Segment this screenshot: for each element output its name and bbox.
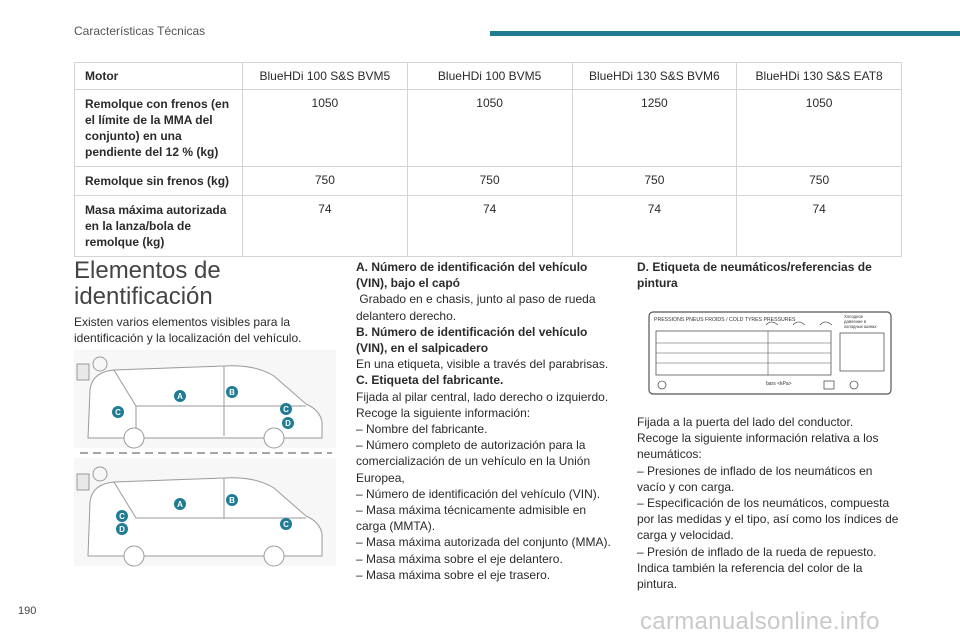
table-cell: 1050 <box>407 90 572 167</box>
table-row <box>75 90 902 167</box>
marker-c-bottom-right <box>280 518 292 530</box>
table-cell: 74 <box>243 196 408 257</box>
table-header-cell: BlueHDi 130 S&S BVM6 <box>572 63 737 90</box>
item-c-title: C. Etiqueta del fabricante. <box>356 373 504 388</box>
table-cell: 1050 <box>737 90 902 167</box>
list-item: – Masa máxima técnicamente admisible en carga (MMTA). <box>356 503 587 534</box>
item-a-text: Grabado en e chasis, junto al paso de rueda delantero derecho. <box>356 292 599 323</box>
marker-c-top-right <box>280 403 292 415</box>
marker-d-bottom <box>116 523 128 535</box>
list-item: – Masa máxima sobre el eje trasero. <box>356 567 551 582</box>
vehicle-identification-illustration <box>74 350 336 570</box>
table-cell: 1250 <box>572 90 737 167</box>
marker-b-top <box>226 386 238 398</box>
tyre-label-heading: PRESSIONS PNEUS FROIDS / COLD TYRES PRESSURES <box>654 317 796 323</box>
list-item: – Presiones de inflado de los neumáticos en vacío y con carga. <box>637 463 873 494</box>
svg-text:C: C <box>119 512 125 521</box>
svg-text:D: D <box>285 419 291 428</box>
list-item: – Masa máxima sobre el eje delantero. <box>356 551 563 566</box>
table-cell: 74 <box>407 196 572 257</box>
header-accent-bar <box>490 31 960 36</box>
svg-text:C: C <box>283 520 289 529</box>
marker-c-bottom-left <box>116 510 128 522</box>
identification-list <box>356 259 618 583</box>
table-cell: 74 <box>572 196 737 257</box>
svg-text:C: C <box>115 408 121 417</box>
list-item: – Nombre del fabricante. <box>356 422 488 437</box>
table-header-cell: BlueHDi 100 S&S BVM5 <box>243 63 408 90</box>
table-header-cell: BlueHDi 130 S&S EAT8 <box>737 63 902 90</box>
item-b-text: En una etiqueta, visible a través del parabrisas. <box>356 357 609 372</box>
svg-text:B: B <box>229 388 235 397</box>
list-item: – Presión de inflado de la rueda de repuesto. <box>637 544 877 559</box>
tyre-label-heading-ru: холодных шинах <box>844 324 877 329</box>
table-row-label: Remolque con frenos (en el límite de la MMA del conjunto) en una pendiente del 12 % (kg) <box>75 90 243 167</box>
marker-b-bottom <box>226 494 238 506</box>
table-cell: 750 <box>243 167 408 196</box>
svg-text:D: D <box>119 525 125 534</box>
marker-a-top <box>174 390 186 402</box>
watermark: carmanualsonline.info <box>640 608 880 635</box>
table-header-row <box>75 63 902 90</box>
list-item: – Especificación de los neumáticos, compuesta por las medidas y el tipo, así como los índices de carga y velocidad. <box>637 496 899 543</box>
item-a-title: A. Número de identificación del vehículo (VIN), bajo el capó <box>356 260 588 291</box>
table-cell: 1050 <box>243 90 408 167</box>
table-cell: 750 <box>737 167 902 196</box>
item-c-text: Fijada al pilar central, lado derecho o izquierdo. <box>356 389 609 404</box>
svg-text:A: A <box>177 392 183 401</box>
item-b-title: B. Número de identificación del vehículo (VIN), en el salpicadero <box>356 324 588 356</box>
section-intro: Existen varios elementos visibles para la identificación y la localización del vehículo. <box>74 315 302 345</box>
tyre-label-heading-ru: давление в <box>844 319 867 324</box>
table-row <box>75 196 902 257</box>
svg-text:C: C <box>283 405 289 414</box>
tyre-label-outro: Indica también la referencia del color de la pintura. <box>637 560 863 592</box>
tyre-pressure-label-illustration <box>648 311 892 395</box>
tyre-label-heading-ru: Холодное <box>844 314 864 319</box>
section-title: Elementos de identificación <box>74 257 221 310</box>
table-cell: 750 <box>407 167 572 196</box>
table-row-label: Masa máxima autorizada en la lanza/bola de remolque (kg) <box>75 196 243 257</box>
table-cell: 74 <box>737 196 902 257</box>
list-item: – Masa máxima autorizada del conjunto (MMA). <box>356 535 611 550</box>
page-header-title: Características Técnicas <box>74 24 206 38</box>
item-d-title: D. Etiqueta de neumáticos/referencias de pintura <box>637 260 872 291</box>
table-header-cell: Motor <box>75 63 243 90</box>
item-c-intro: Recoge la siguiente información: <box>356 405 531 420</box>
marker-d-top <box>282 417 294 429</box>
marker-c-top-left <box>112 406 124 418</box>
towing-specs-table <box>74 62 902 257</box>
table-header-cell: BlueHDi 100 BVM5 <box>407 63 572 90</box>
table-cell: 750 <box>572 167 737 196</box>
tyre-label-text: Fijada a la puerta del lado del conductor. <box>637 415 854 429</box>
tyre-label-units: bars <kPa> <box>766 381 792 387</box>
svg-text:A: A <box>177 500 183 509</box>
list-item: – Número de identificación del vehículo (VIN). <box>356 486 601 501</box>
van-top-illustration <box>74 350 336 448</box>
tyre-label-description <box>637 414 903 592</box>
tyre-label-section <box>637 259 903 291</box>
list-item: – Número completo de autorización para la comercialización de un vehículo en la Unión Europea, <box>356 438 591 485</box>
page-number: 190 <box>18 605 37 617</box>
table-row <box>75 167 902 196</box>
marker-a-bottom <box>174 498 186 510</box>
tyre-label-intro: Recoge la siguiente información relativa a los neumáticos: <box>637 431 879 462</box>
svg-text:B: B <box>229 496 235 505</box>
table-row-label: Remolque sin frenos (kg) <box>75 167 243 196</box>
van-bottom-illustration <box>74 458 336 566</box>
